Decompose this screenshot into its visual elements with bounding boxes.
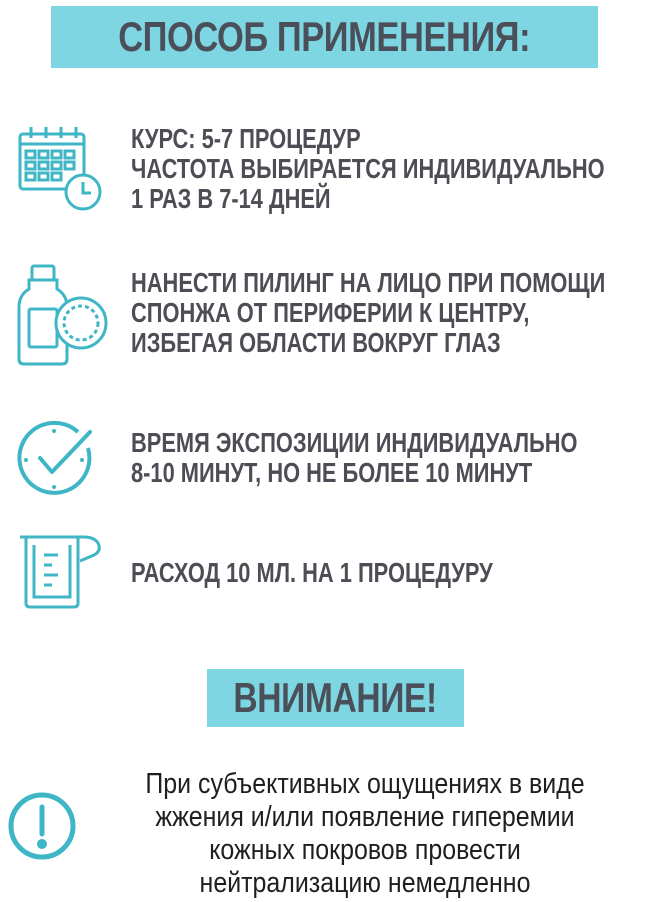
bottle-sponge-icon (15, 263, 110, 368)
step-course-line-1: КУРС: 5-7 ПРОЦЕДУР (131, 123, 361, 154)
step-consumption (131, 558, 493, 588)
step-consumption-line-1: РАСХОД 10 МЛ. НА 1 ПРОЦЕДУРУ (131, 557, 493, 588)
page-title-banner (51, 6, 598, 68)
warning-title: ВНИМАНИЕ! (233, 674, 438, 721)
step-apply (131, 268, 605, 358)
calendar-clock-icon (17, 124, 107, 214)
warning-line-1: При субъективных ощущениях в виде (145, 768, 585, 800)
step-course-line-3: 1 РАЗ В 7-14 ДНЕЙ (131, 183, 331, 214)
exclamation-circle-icon (6, 790, 78, 862)
step-exposure-line-1: ВРЕМЯ ЭКСПОЗИЦИИ ИНДИВИДУАЛЬНО (131, 427, 578, 458)
warning-line-3: кожных покровов провести (209, 834, 521, 866)
step-exposure-line-2: 8-10 МИНУТ, НО НЕ БОЛЕЕ 10 МИНУТ (131, 457, 533, 488)
measuring-cup-icon (18, 533, 106, 611)
warning-line-4: нейтрализацию немедленно (199, 867, 531, 899)
warning-text (95, 768, 635, 900)
step-course-line-2: ЧАСТОТА ВЫБИРАЕТСЯ ИНДИВИДУАЛЬНО (131, 153, 605, 184)
step-apply-line-3: ИЗБЕГАЯ ОБЛАСТИ ВОКРУГ ГЛАЗ (131, 327, 501, 358)
step-apply-line-2: СПОНЖА ОТ ПЕРИФЕРИИ К ЦЕНТРУ, (131, 297, 530, 328)
page-title: СПОСОБ ПРИМЕНЕНИЯ: (118, 13, 531, 60)
step-course (131, 124, 605, 214)
step-apply-line-1: НАНЕСТИ ПИЛИНГ НА ЛИЦО ПРИ ПОМОЩИ (131, 267, 606, 298)
clock-check-icon (16, 420, 100, 500)
step-exposure (131, 428, 577, 488)
warning-line-2: жжения и/или появление гиперемии (155, 801, 575, 833)
warning-banner (207, 669, 464, 727)
